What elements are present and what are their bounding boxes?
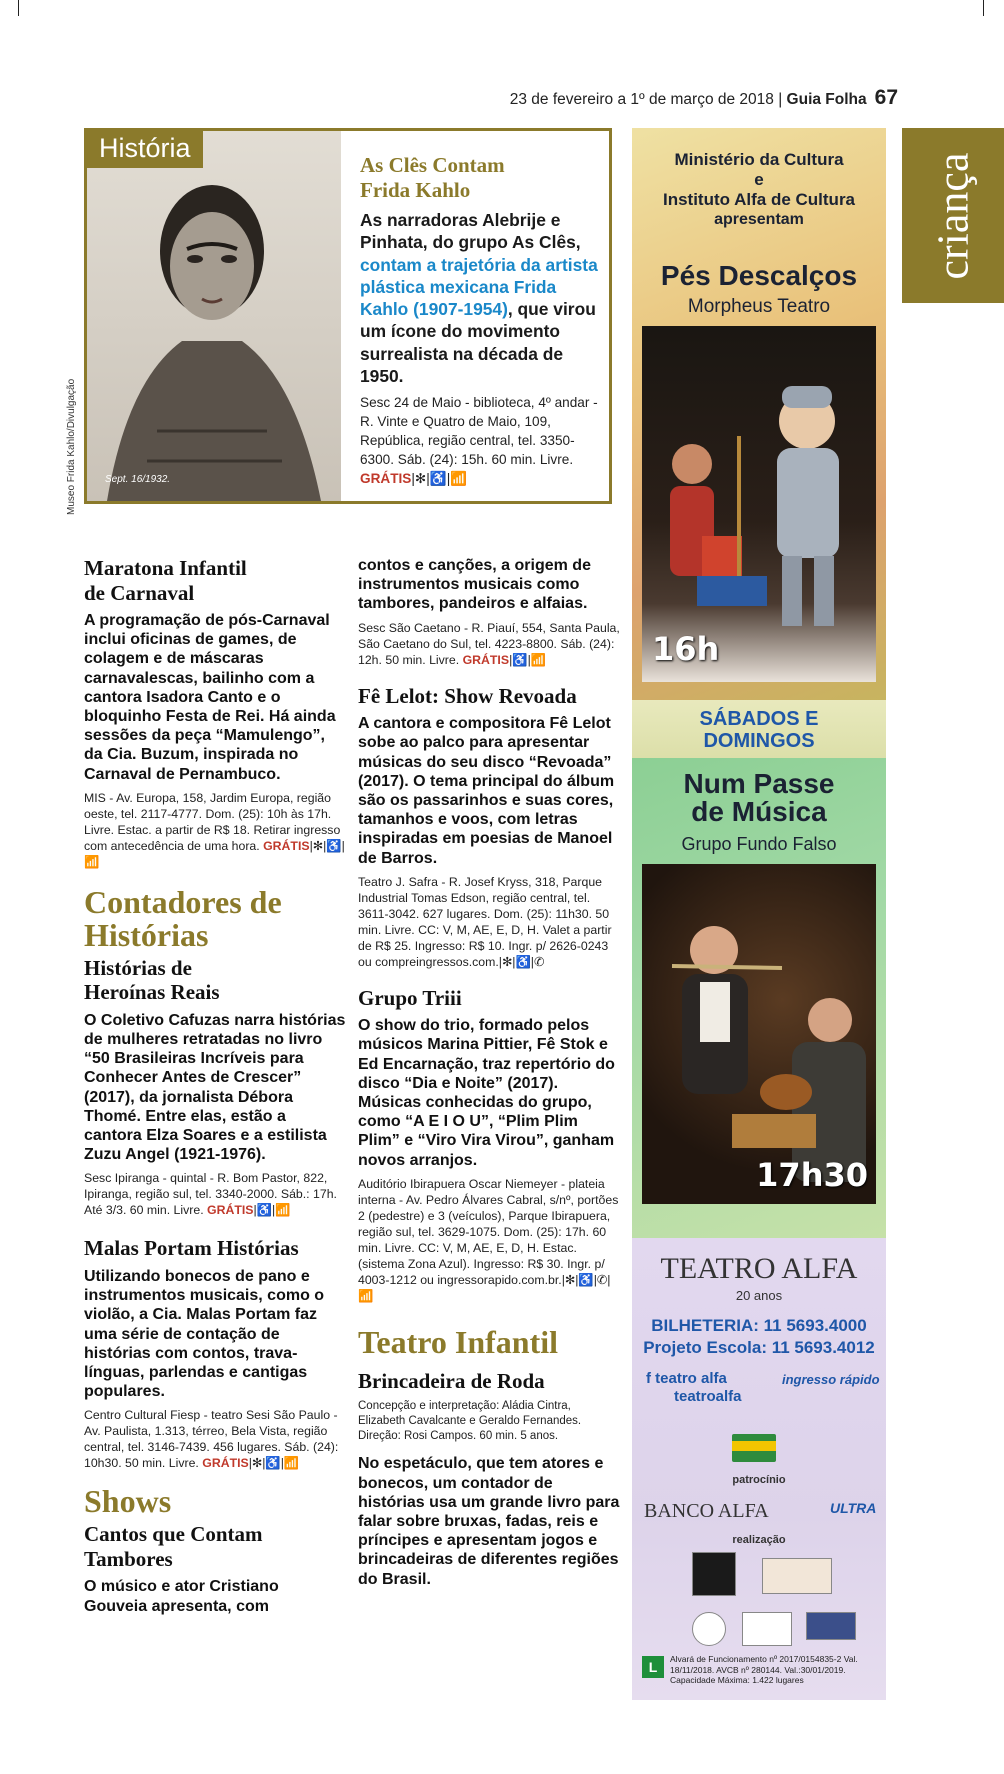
school-phone: Projeto Escola: 11 5693.4012: [643, 1338, 875, 1357]
info-text: Sesc 24 de Maio - biblioteca, 4º andar - R. Vinte e Quatro de Maio, 109, República, região central, tel. 3350-6300. Sáb. (24): 15h. 60 min. Livre.: [360, 395, 598, 468]
middle-column: [358, 556, 620, 1589]
ad-days-panel: [632, 700, 886, 758]
title-line: de Carnaval: [84, 580, 195, 605]
event-credits: Concepção e interpretação: Aládia Cintra, Elizabeth Cavalcante e Geraldo Fernandes. Direção: Rosi Campos. 60 min. 5 anos.: [358, 1400, 582, 1443]
ad-show1-panel: [632, 128, 886, 700]
show2-title: [642, 770, 876, 826]
event-title: [84, 956, 346, 1005]
portrait-illustration: [87, 131, 341, 501]
free-badge: GRÁTIS: [207, 1203, 254, 1218]
left-column: [84, 556, 346, 1616]
accessibility-icons: |✻|♿|✆: [498, 954, 545, 969]
info-text: Teatro J. Safra - R. Josef Kryss, 318, Parque Industrial Tomas Edson, região central, tel. 3611-3042. 627 lugares. Dom. (25): 11h30. 50 min. Livre. CC: V, M, AE, E, D, H. Valet a partir de R$ 25. Ingresso: R$ 10. Ingr. p/ 2626-0243 ou compreingressos.com.: [358, 874, 612, 969]
publication-name: Guia Folha: [786, 91, 867, 108]
crop-mark-left: [18, 0, 19, 16]
free-badge: GRÁTIS: [462, 652, 510, 667]
info-text: Centro Cultural Fiesp - teatro Sesi São Paulo - Av. Paulista, 1.313, térreo, Bela Vista, região central, tel. 3146-7439. 456 lugares. Sáb. (24): 10h30. 50 min. Livre.: [84, 1408, 339, 1471]
puppet-stage-illustration: [642, 326, 876, 682]
crop-mark-right: [983, 0, 984, 16]
page-folio: 23 de fevereiro a 1º de março de 2018 | Guia Folha 67: [509, 86, 898, 109]
free-badge: GRÁTIS: [360, 471, 412, 487]
alfa-institute-logo-icon: [692, 1612, 726, 1646]
show1-title: Pés Descalços: [660, 260, 858, 291]
event-info: [84, 1170, 346, 1218]
days-label: [642, 708, 876, 752]
highlight-info: [360, 393, 600, 488]
section-heading: Shows: [84, 1483, 172, 1520]
highlight-box: [84, 128, 612, 504]
realizacao-label: realização: [732, 1534, 786, 1546]
event-title: [84, 556, 346, 605]
license-info: Alvará de Funcionamento nº 2017/0154835-2 Val. 18/11/2018. AVCB nº 280144. Val.:30/01/2019. Capacidade Máxima: 1.422 lugares: [670, 1654, 858, 1685]
date-range: 23 de fevereiro a 1º de março de 2018: [509, 91, 774, 108]
days-line: DOMINGOS: [703, 730, 815, 752]
event-info: [84, 1407, 346, 1471]
highlight-title-line2: Frida Kahlo: [360, 178, 471, 202]
event-desc: Utilizando bonecos de pano e instrumentos musicais, como o violão, a Cia. Malas Portam faz uma série de contação de histórias com contos, trava-línguas, parlendas e cantigas populares.: [84, 1267, 325, 1401]
brazil-flag-icon: [732, 1434, 776, 1462]
fundo-falso-logo-icon: [762, 1558, 832, 1594]
lead-text-a: As narradoras Alebrije e Pinhata, do grupo As Clês,: [360, 210, 581, 253]
patrocinio-label: patrocínio: [732, 1474, 786, 1486]
highlight-label: História: [87, 131, 203, 168]
event-desc: No espetáculo, que tem atores e bonecos, um contador de histórias usa um grande livro para falar sobre bruxas, fadas, reis e príncipes e apresentam jogos e brincadeiras de diferentes regiões do Brasil.: [358, 1455, 620, 1588]
title-line: Tambores: [84, 1546, 173, 1571]
youtube-handle: teatroalfa: [674, 1388, 742, 1405]
frida-photo: [87, 131, 341, 501]
event-title: Malas Portam Histórias: [84, 1236, 299, 1261]
title-line: de Música: [691, 796, 827, 827]
ultra-logo: ULTRA: [830, 1500, 877, 1516]
info-text: Sesc Ipiranga - quintal - R. Bom Pastor, 822, Ipiranga, região sul, tel. 3340-2000. Sáb.: 17h. Até 3/3. 60 min. Livre.: [84, 1171, 337, 1218]
heading-line: Contadores de: [84, 883, 282, 920]
event-title: [84, 1522, 346, 1571]
show2-company: Grupo Fundo Falso: [681, 834, 837, 854]
event-desc: O Coletivo Cafuzas narra histórias de mulheres retratadas no livro “50 Brasileiras Incríveis para Conhecer Antes de Crescer” (2017), da jornalista Débora Thomé. Entre elas, estão a cantora Elza Soares e a estilista Zuzu Angel (1921-1976).: [84, 1011, 346, 1164]
free-badge: GRÁTIS: [202, 1456, 249, 1471]
show1-photo: [642, 326, 876, 682]
show1-company: Morpheus Teatro: [687, 296, 831, 317]
ministry-logo-icon: [742, 1612, 792, 1646]
theater-anniversary: 20 anos: [735, 1288, 783, 1303]
event-desc: A cantora e compositora Fê Lelot sobe ao palco para apresentar músicas do seu disco “Revoada” (2017). O tema principal do álbum são os passarinhos e suas cores, tamanhos e voos, com letras inspiradas em poesias de Manoel de Barros.: [358, 715, 615, 867]
ad-theater-panel: [632, 1238, 886, 1700]
accessibility-icons: |✻|♿|📶: [84, 838, 345, 869]
lead-highlight: contam a trajetória da artista plástica mexicana Frida Kahlo (1907-1954): [360, 254, 598, 320]
accessibility-icons: |♿|📶: [253, 1203, 291, 1218]
event-info: [358, 874, 620, 970]
sponsor-line: Instituto Alfa de Cultura: [662, 190, 856, 209]
event-info: [358, 620, 620, 668]
highlight-title-line1: As Clês Contam: [360, 153, 505, 177]
info-text: MIS - Av. Europa, 158, Jardim Europa, região oeste, tel. 2117-4777. Dom. (25): 10h às 17h. Livre. Estac. a partir de R$ 18. Retirar ingresso com antecedência de uma hora.: [84, 790, 341, 853]
heading-line: Histórias: [84, 916, 209, 953]
highlight-title: [360, 153, 600, 203]
event-desc: contos e canções, a origem de instrumentos musicais como tambores, pandeiros e alfaias.: [358, 557, 591, 613]
facebook-handle: f teatro alfa: [646, 1370, 727, 1387]
event-desc: A programação de pós-Carnaval inclui oficinas de games, de colagem e de máscaras carnavalescas, bailinho com a cantora Isadora Canto e o bloquinho Festa de Rei. Há ainda sessões da peça “Mamulengo”, da Cia. Buzum, inspirada no Carnaval de Pernambuco.: [84, 612, 336, 783]
rating-badge: L: [642, 1656, 664, 1678]
title-line: Num Passe: [683, 768, 835, 799]
event-title: Fê Lelot: Show Revoada: [358, 683, 577, 708]
event-desc: O show do trio, formado pelos músicos Marina Pittier, Fê Stok e Ed Encarnação, traz repertório do disco “Dia e Noite” (2017). Músicas conhecidas do grupo, como “A E I O U”, “Plim Plim Plim” e “Viro Vira Virou”, ganham novos arranjos.: [358, 1017, 615, 1169]
event-title: Brincadeira de Roda: [358, 1368, 545, 1393]
show2-time: 17h30: [756, 1156, 868, 1194]
title-line: Histórias de: [84, 955, 192, 980]
page-number: 67: [874, 86, 898, 109]
advertisement: [632, 128, 886, 1700]
ticket-brand: ingresso rápido: [782, 1372, 880, 1387]
section-tab-label: criança: [928, 152, 978, 279]
sponsor-line: Ministério da Cultura: [674, 150, 844, 169]
box-office-phone: BILHETERIA: 11 5693.4000: [651, 1316, 867, 1335]
show1-time: 16h: [652, 630, 720, 668]
lead-text-b: , que virou um ícone do movimento surrealista na década de 1950.: [360, 299, 596, 387]
section-heading: [84, 883, 346, 953]
title-line: Maratona Infantil: [84, 556, 247, 580]
event-desc: O músico e ator Cristiano Gouveia apresenta, com: [84, 1578, 279, 1615]
title-line: Cantos que Contam: [84, 1522, 263, 1547]
info-text: Auditório Ibirapuera Oscar Niemeyer - plateia interna - Av. Pedro Álvares Cabral, s/nº, portões 2 (pedestre) e 3 (veículos), Parque Ibirapuera, região sul, tel. 3629-1075. Dom. (25): 17h. 60 min. Livre. CC: V, M, AE, E, D, H. Estac. (sistema Zona Azul). Ingresso: R$ 30. Ingr. p/ 4003-1212 ou ingressorapido.com.br.: [358, 1176, 619, 1287]
sponsor-line: apresentam: [714, 211, 804, 228]
days-line: SÁBADOS E: [699, 708, 819, 730]
photo-caption: Sept. 16/1932.: [105, 474, 171, 485]
accessibility-icons: |✻|♿|✆|📶: [358, 1272, 611, 1303]
sponsor-line: e: [754, 170, 764, 189]
accessibility-icons: |✻|♿|📶: [248, 1456, 300, 1471]
highlight-lead: [360, 209, 600, 387]
musicians-illustration: [642, 864, 876, 1204]
info-text: Sesc São Caetano - R. Piauí, 554, Santa Paula, São Caetano do Sul, tel. 4223-8800. Sáb. (24): 12h. 50 min. Livre.: [358, 620, 620, 667]
ad-sponsor: [642, 150, 876, 230]
bank-logo: BANCO ALFA: [644, 1500, 769, 1522]
event-info: [84, 790, 346, 870]
show2-photo: [642, 864, 876, 1204]
morpheus-logo-icon: [692, 1552, 736, 1596]
event-info: [358, 1176, 620, 1304]
title-line: Heroínas Reais: [84, 980, 220, 1005]
highlight-text: [360, 153, 600, 488]
accessibility-icons: |♿|📶: [509, 652, 547, 667]
event-title: Grupo Triii: [358, 985, 462, 1010]
alfa-brand-logo-icon: [806, 1612, 856, 1640]
section-tab: [902, 128, 1004, 303]
accessibility-icons: |✻|♿|📶: [411, 471, 468, 487]
free-badge: GRÁTIS: [263, 838, 310, 853]
theater-name: TEATRO ALFA: [660, 1252, 858, 1285]
photo-credit: Museo Frida Kahlo/Divulgação: [66, 378, 77, 515]
section-heading: Teatro Infantil: [358, 1323, 559, 1360]
